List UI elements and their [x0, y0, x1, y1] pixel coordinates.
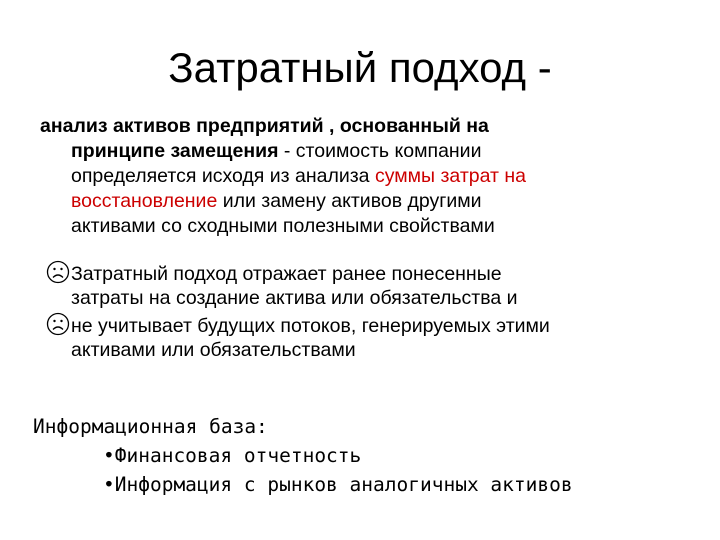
definition-highlight-2: восстановление: [71, 190, 218, 212]
note-line-4: активами или обязательствами: [71, 339, 356, 361]
note-line-3: [46, 312, 550, 339]
info-item: •Финансовая отчетность: [103, 444, 362, 467]
info-heading: Информационная база:: [33, 415, 268, 438]
definition-line-4: [40, 189, 700, 214]
sad-face-icon: [46, 312, 70, 336]
definition-paragraph: [40, 114, 700, 239]
info-base: [33, 412, 573, 499]
definition-line-1: анализ активов предприятий , основанный на: [40, 115, 489, 137]
note-line-1: [46, 260, 502, 287]
note-text-1: Затратный подход отражает ранее понесенные: [71, 263, 502, 285]
definition-line-4-plain: или замену активов другими: [217, 190, 482, 212]
note-line-2: затраты на создание актива или обязательства и: [71, 287, 518, 309]
definition-line-2: [40, 139, 700, 164]
definition-line-2-rest: - стоимость компании: [278, 140, 482, 162]
info-item: •Информация с рынков аналогичных активов: [103, 473, 573, 496]
definition-highlight-1: суммы затрат на: [374, 165, 526, 187]
note-text-3: не учитывает будущих потоков, генерируемых этими: [71, 315, 550, 337]
definition-term: принципе замещения: [71, 140, 279, 162]
slide-title: Затратный подход -: [168, 44, 552, 91]
definition-line-3-plain: определяется исходя из анализа: [71, 165, 375, 187]
sad-face-icon: [46, 260, 70, 284]
definition-line-5: активами со сходными полезными свойствами: [71, 215, 495, 237]
definition-line-3: [40, 164, 700, 189]
